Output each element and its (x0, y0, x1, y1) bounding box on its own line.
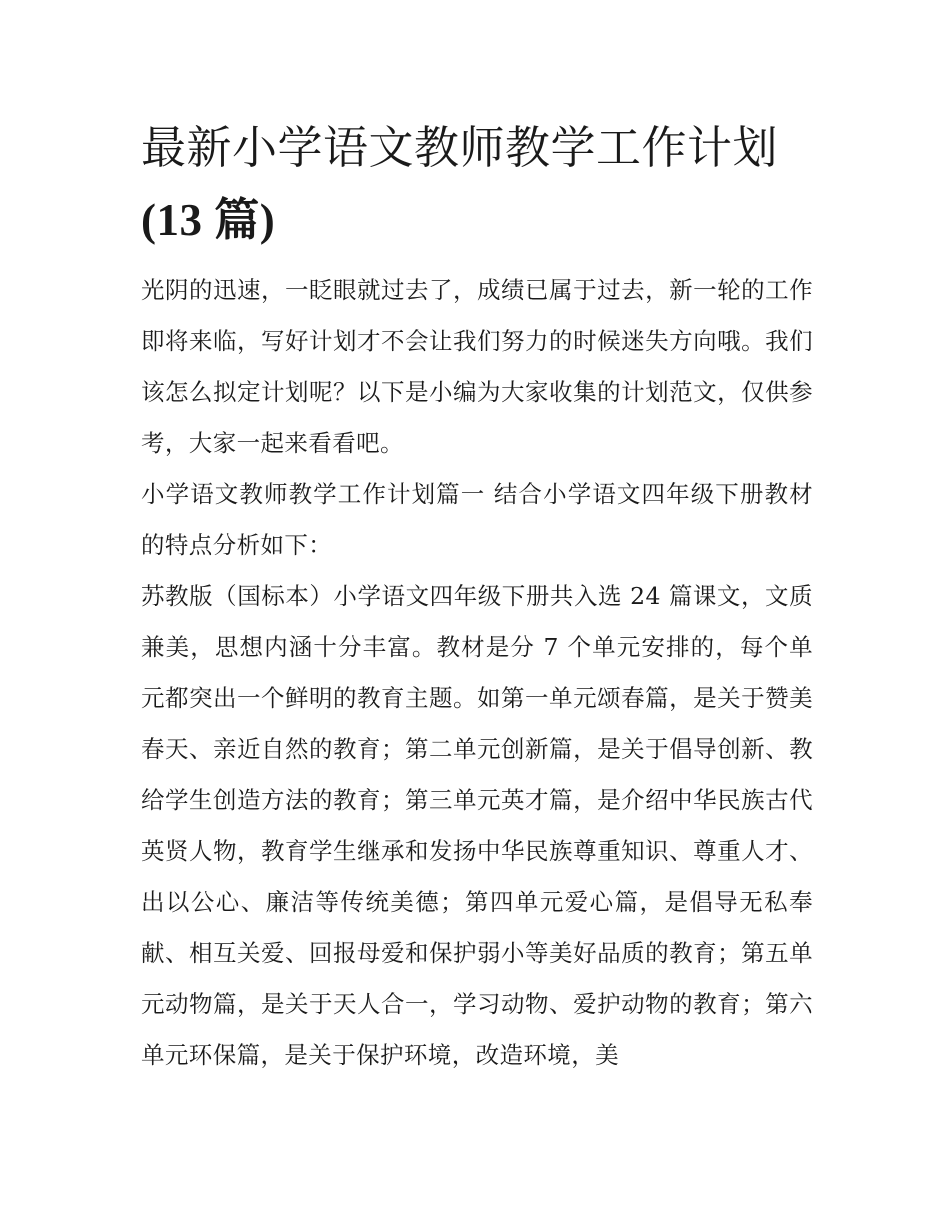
paragraph-intro: 光阴的迅速，一眨眼就过去了，成绩已属于过去，新一轮的工作即将来临，写好计划才不会让我们努力的时候迷失方向哦。我们该怎么拟定计划呢？以下是小编为大家收集的计划范文，仅供参考，大家一起来看看吧。 (141, 276, 813, 457)
paragraph-section-heading: 小学语文教师教学工作计划篇一 结合小学语文四年级下册教材的特点分析如下： (141, 480, 813, 559)
document-title (141, 112, 813, 256)
title-main: 最新小学语文教师教学工作计划 (141, 121, 779, 174)
title-suffix: (13 篇) (141, 195, 276, 245)
paragraph-textbook-analysis: 苏教版（国标本）小学语文四年级下册共入选 24 篇课文，文质兼美，思想内涵十分丰富。教材是分 7 个单元安排的，每个单元都突出一个鲜明的教育主题。如第一单元颂春篇，是关于赞美春天、亲近自然的教育；第二单元创新篇，是关于倡导创新、教给学生创造方法的教育；第三单元英才篇，是介绍中华民族古代英贤人物，教育学生继承和发扬中华民族尊重知识、尊重人才、出以公心、廉洁等传统美德；第四单元爱心篇，是倡导无私奉献、相互关爱、回报母爱和保护弱小等美好品质的教育；第五单元动物篇，是关于天人合一，学习动物、爱护动物的教育；第六单元环保篇，是关于保护环境，改造环境，美 (141, 582, 813, 1069)
document-content (141, 112, 813, 1081)
